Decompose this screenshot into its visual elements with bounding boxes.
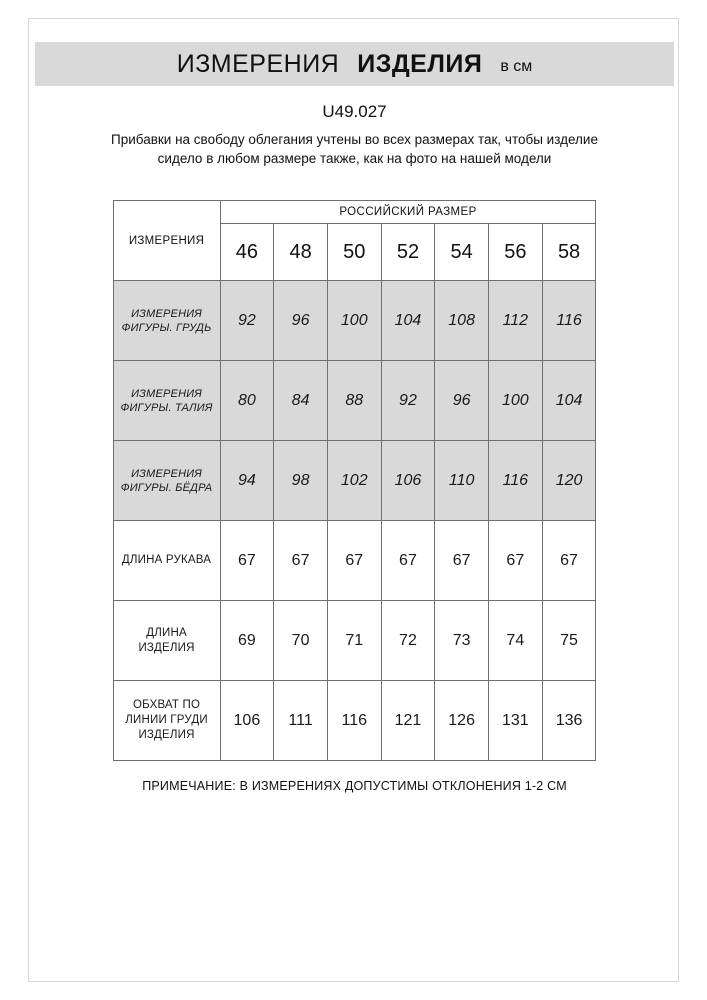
row-value: 116 bbox=[327, 681, 381, 761]
table-header-russian-size: РОССИЙСКИЙ РАЗМЕР bbox=[220, 201, 596, 224]
table-row bbox=[113, 281, 596, 361]
title-product: ИЗДЕЛИЯ bbox=[357, 49, 483, 78]
row-value: 88 bbox=[327, 361, 381, 441]
row-value: 108 bbox=[435, 281, 489, 361]
size-table bbox=[113, 200, 597, 761]
table-row bbox=[113, 601, 596, 681]
size-header-cell: 46 bbox=[220, 224, 274, 281]
title-units: в см bbox=[500, 57, 533, 75]
row-value: 72 bbox=[381, 601, 435, 681]
row-value: 131 bbox=[488, 681, 542, 761]
size-header-cell: 54 bbox=[435, 224, 489, 281]
size-header-cell: 58 bbox=[542, 224, 596, 281]
row-value: 102 bbox=[327, 441, 381, 521]
row-value: 112 bbox=[488, 281, 542, 361]
row-value: 96 bbox=[435, 361, 489, 441]
row-value: 110 bbox=[435, 441, 489, 521]
row-label: ДЛИНА РУКАВА bbox=[113, 521, 220, 601]
page-title bbox=[35, 42, 674, 86]
table-row bbox=[113, 441, 596, 521]
row-value: 126 bbox=[435, 681, 489, 761]
size-header-cell: 52 bbox=[381, 224, 435, 281]
row-value: 104 bbox=[381, 281, 435, 361]
row-value: 136 bbox=[542, 681, 596, 761]
row-value: 94 bbox=[220, 441, 274, 521]
row-value: 96 bbox=[274, 281, 328, 361]
row-value: 116 bbox=[542, 281, 596, 361]
row-value: 92 bbox=[220, 281, 274, 361]
row-value: 92 bbox=[381, 361, 435, 441]
size-header-cell: 56 bbox=[488, 224, 542, 281]
title-measurements: ИЗМЕРЕНИЯ bbox=[176, 49, 340, 78]
table-header-measurements: ИЗМЕРЕНИЯ bbox=[113, 201, 220, 281]
row-value: 84 bbox=[274, 361, 328, 441]
row-value: 71 bbox=[327, 601, 381, 681]
row-label: ИЗМЕРЕНИЯ ФИГУРЫ. БЁДРА bbox=[113, 441, 220, 521]
row-value: 75 bbox=[542, 601, 596, 681]
size-header-cell: 48 bbox=[274, 224, 328, 281]
row-value: 70 bbox=[274, 601, 328, 681]
row-value: 111 bbox=[274, 681, 328, 761]
document-content bbox=[29, 19, 680, 793]
row-label: ИЗМЕРЕНИЯ ФИГУРЫ. ТАЛИЯ bbox=[113, 361, 220, 441]
row-value: 100 bbox=[488, 361, 542, 441]
row-value: 106 bbox=[381, 441, 435, 521]
row-value: 104 bbox=[542, 361, 596, 441]
header-note: Прибавки на свободу облегания учтены во всех размерах так, чтобы изделие сидело в любом размере также, как на фото на нашей модели bbox=[111, 132, 598, 166]
row-value: 67 bbox=[488, 521, 542, 601]
row-value: 67 bbox=[327, 521, 381, 601]
row-label: ОБХВАТ ПО ЛИНИИ ГРУДИ ИЗДЕЛИЯ bbox=[113, 681, 220, 761]
row-value: 67 bbox=[220, 521, 274, 601]
row-value: 120 bbox=[542, 441, 596, 521]
row-value: 67 bbox=[274, 521, 328, 601]
table-row bbox=[113, 361, 596, 441]
row-value: 80 bbox=[220, 361, 274, 441]
table-row bbox=[113, 681, 596, 761]
footer-note: ПРИМЕЧАНИЕ: В ИЗМЕРЕНИЯХ ДОПУСТИМЫ ОТКЛОНЕНИЯ 1-2 СМ bbox=[142, 779, 567, 793]
row-value: 67 bbox=[542, 521, 596, 601]
row-value: 67 bbox=[435, 521, 489, 601]
size-header-cell: 50 bbox=[327, 224, 381, 281]
table-row bbox=[113, 521, 596, 601]
row-value: 67 bbox=[381, 521, 435, 601]
row-value: 74 bbox=[488, 601, 542, 681]
table-header-group-row bbox=[113, 201, 596, 224]
row-value: 121 bbox=[381, 681, 435, 761]
row-value: 100 bbox=[327, 281, 381, 361]
row-value: 69 bbox=[220, 601, 274, 681]
row-value: 98 bbox=[274, 441, 328, 521]
row-value: 116 bbox=[488, 441, 542, 521]
article-code: U49.027 bbox=[322, 102, 387, 121]
document-page bbox=[28, 18, 679, 982]
row-value: 106 bbox=[220, 681, 274, 761]
row-label: ИЗМЕРЕНИЯ ФИГУРЫ. ГРУДЬ bbox=[113, 281, 220, 361]
row-label: ДЛИНА ИЗДЕЛИЯ bbox=[113, 601, 220, 681]
row-value: 73 bbox=[435, 601, 489, 681]
